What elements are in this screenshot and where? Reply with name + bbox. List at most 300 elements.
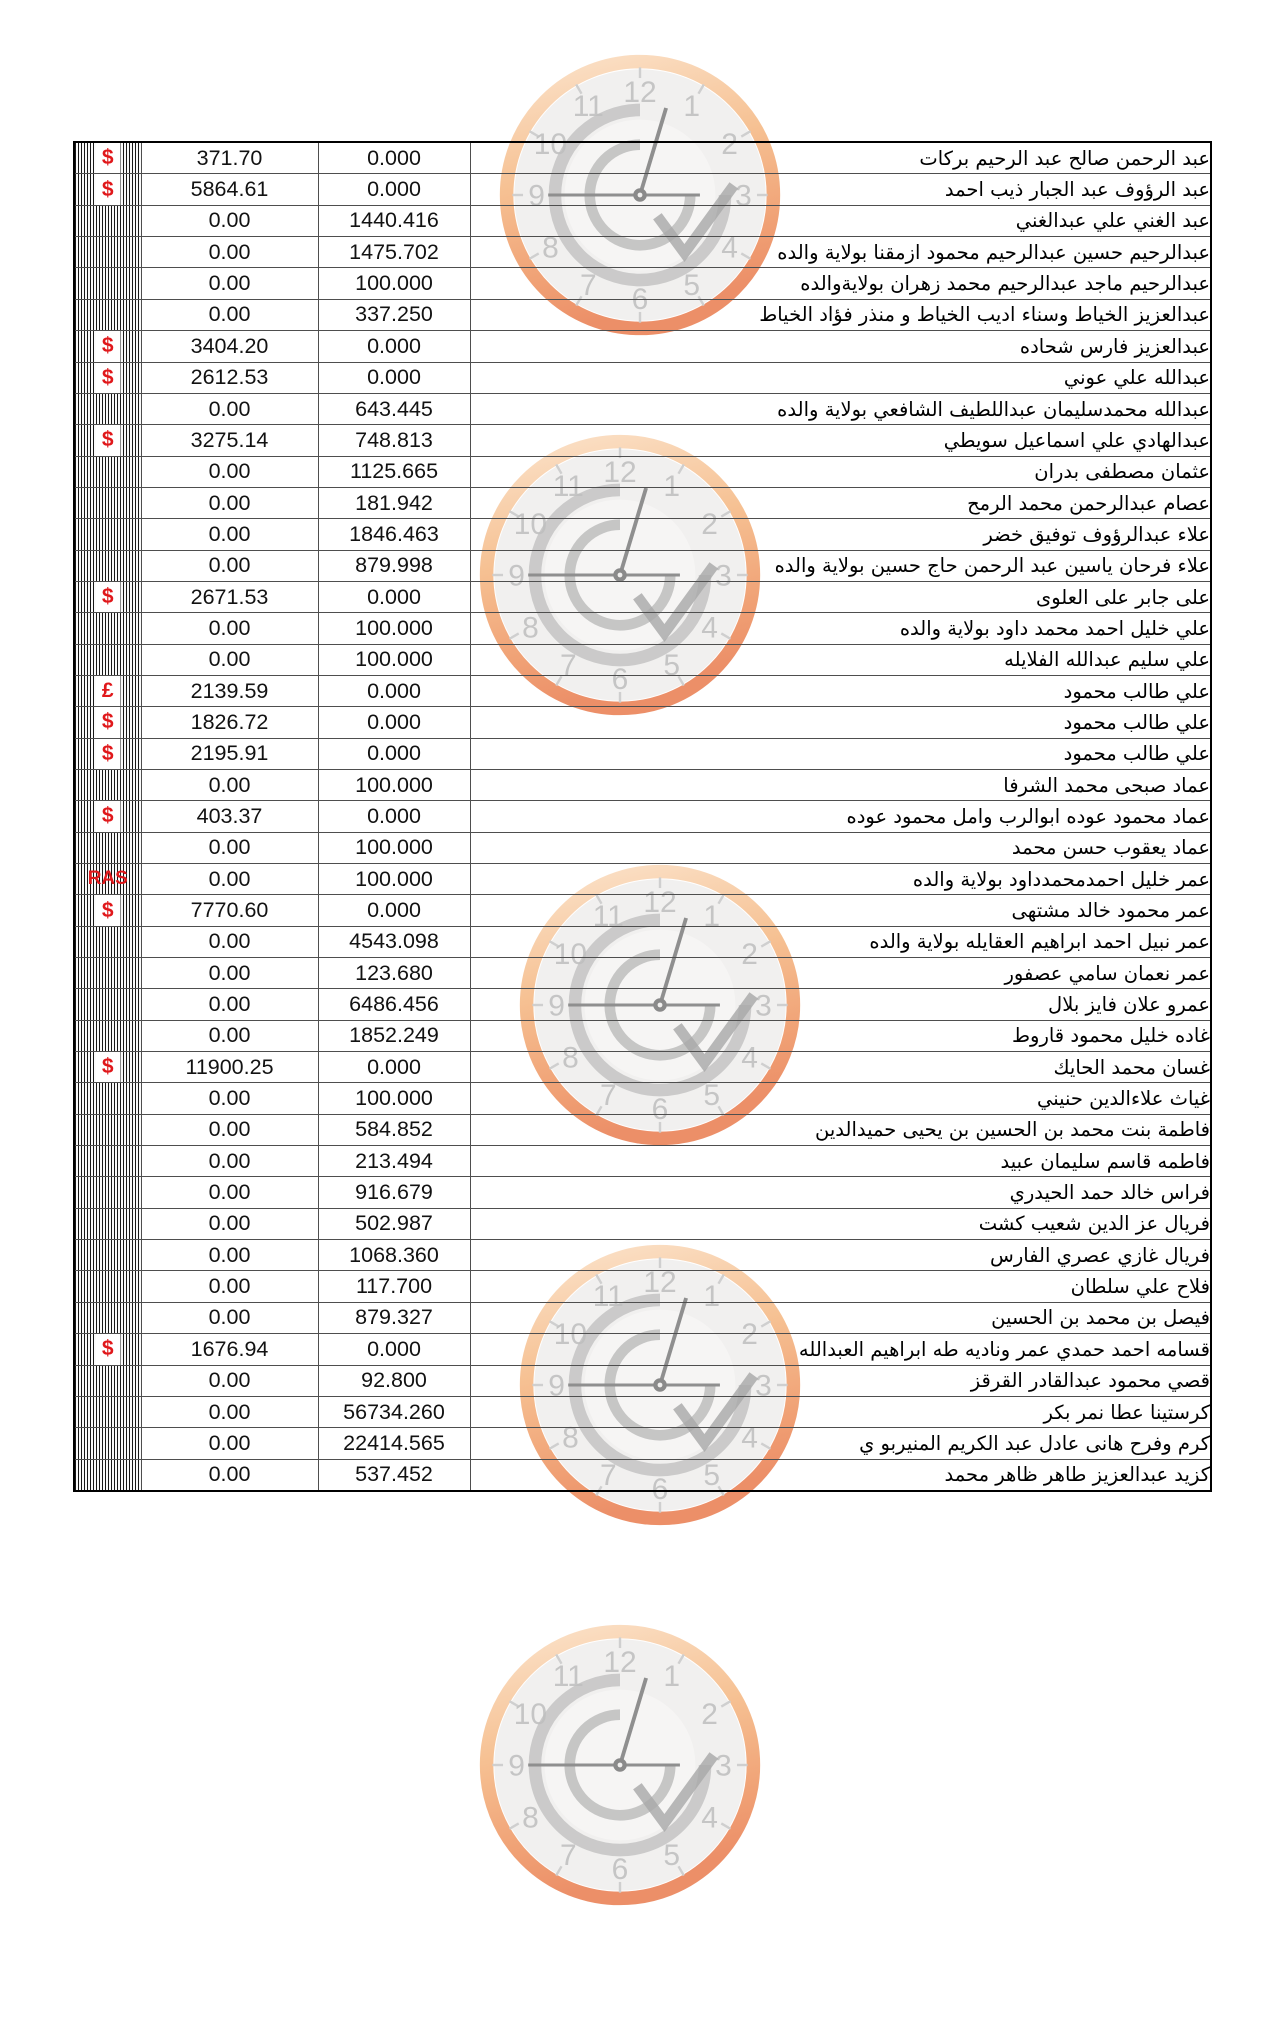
- svg-text:12: 12: [623, 76, 657, 110]
- amount-2-cell: 0.000: [318, 142, 470, 174]
- amount-1-cell: 3275.14: [141, 425, 318, 456]
- beneficiary-name-cell: عماد يعقوب حسن محمد: [470, 832, 1211, 863]
- currency-flag-cell: [74, 926, 141, 957]
- svg-text:8: 8: [542, 231, 559, 265]
- beneficiary-name-cell: عبدالعزيز الخياط وسناء اديب الخياط و منذر فؤاد الخياط: [470, 299, 1211, 330]
- amount-1-cell: 2612.53: [141, 362, 318, 393]
- svg-text:8: 8: [522, 1801, 539, 1835]
- table-row: [74, 1428, 1211, 1459]
- amount-2-cell: 22414.565: [318, 1428, 470, 1459]
- amount-2-cell: 0.000: [318, 1334, 470, 1365]
- amount-2-cell: 0.000: [318, 738, 470, 769]
- amount-1-cell: 0.00: [141, 1146, 318, 1177]
- amount-1-cell: 0.00: [141, 769, 318, 800]
- currency-flag-cell: [74, 1240, 141, 1271]
- table-row: [74, 205, 1211, 236]
- beneficiary-name-cell: عماد صبحى محمد الشرفا: [470, 769, 1211, 800]
- table-row: [74, 1459, 1211, 1491]
- amount-1-cell: 2195.91: [141, 738, 318, 769]
- table-row: [74, 832, 1211, 863]
- svg-text:6: 6: [651, 1093, 669, 1127]
- currency-flag-band: [86, 864, 130, 894]
- svg-text:1: 1: [683, 90, 701, 124]
- svg-text:2: 2: [701, 507, 718, 541]
- amount-2-cell: 0.000: [318, 174, 470, 205]
- amount-2-cell: 100.000: [318, 1083, 470, 1114]
- currency-flag-band: [95, 1052, 120, 1082]
- currency-flag-cell: [74, 425, 141, 456]
- currency-flag-band: [95, 895, 120, 925]
- currency-symbol: $: [101, 804, 114, 828]
- amount-1-cell: 0.00: [141, 456, 318, 487]
- amount-1-cell: 0.00: [141, 644, 318, 675]
- beneficiary-name-cell: عمر نعمان سامي عصفور: [470, 958, 1211, 989]
- amount-2-cell: 1852.249: [318, 1020, 470, 1051]
- svg-text:10: 10: [553, 937, 588, 971]
- currency-flag-band: [95, 739, 120, 769]
- currency-flag-cell: [74, 1271, 141, 1302]
- beneficiary-name-cell: فيصل بن محمد بن الحسين: [470, 1302, 1211, 1333]
- beneficiary-name-cell: علي طالب محمود: [470, 738, 1211, 769]
- amount-1-cell: 0.00: [141, 832, 318, 863]
- currency-flag-cell: [74, 895, 141, 926]
- table-row: [74, 644, 1211, 675]
- table-row: [74, 299, 1211, 330]
- beneficiary-name-cell: عبدالرحيم حسين عبدالرحيم محمود ازمقنا بولاية والده: [470, 237, 1211, 268]
- table-row: [74, 958, 1211, 989]
- svg-text:12: 12: [603, 456, 637, 490]
- table-row: [74, 1208, 1211, 1239]
- svg-text:9: 9: [548, 989, 565, 1023]
- beneficiary-name-cell: علي سليم عبدالله الفلايله: [470, 644, 1211, 675]
- currency-flag-cell: [74, 174, 141, 205]
- currency-flag-cell: [74, 1020, 141, 1051]
- beneficiary-name-cell: عبدالهادي علي اسماعيل سويطي: [470, 425, 1211, 456]
- beneficiary-name-cell: قسامه احمد حمدي عمر وناديه طه ابراهيم العبدالله: [470, 1334, 1211, 1365]
- table-row: [74, 769, 1211, 800]
- currency-symbol: $: [101, 1055, 114, 1079]
- currency-flag-cell: [74, 1428, 141, 1459]
- amount-1-cell: 5864.61: [141, 174, 318, 205]
- table-row: [74, 1240, 1211, 1271]
- currency-flag-cell: [74, 268, 141, 299]
- svg-text:11: 11: [572, 90, 604, 124]
- table-row: [74, 174, 1211, 205]
- table-row: [74, 1114, 1211, 1145]
- svg-text:1: 1: [703, 1280, 721, 1314]
- currency-flag-cell: [74, 456, 141, 487]
- currency-flag-cell: [74, 832, 141, 863]
- currency-flag-cell: [74, 1114, 141, 1145]
- svg-text:3: 3: [735, 179, 752, 213]
- currency-flag-cell: [74, 1396, 141, 1427]
- currency-symbol: $: [101, 365, 114, 389]
- table-row: [74, 550, 1211, 581]
- beneficiary-name-cell: فاطمة بنت محمد بن الحسين بن يحيى حميدالدين: [470, 1114, 1211, 1145]
- amount-1-cell: 0.00: [141, 550, 318, 581]
- amount-1-cell: 0.00: [141, 519, 318, 550]
- currency-flag-cell: [74, 769, 141, 800]
- amount-1-cell: 0.00: [141, 1459, 318, 1491]
- currency-flag-cell: [74, 331, 141, 362]
- beneficiary-name-cell: كزيد عبدالعزيز طاهر ظاهر محمد: [470, 1459, 1211, 1491]
- currency-flag-cell: [74, 1052, 141, 1083]
- table-row: [74, 268, 1211, 299]
- table-row: [74, 519, 1211, 550]
- svg-text:9: 9: [508, 559, 525, 593]
- beneficiary-name-cell: غياث علاءالدين حنيني: [470, 1083, 1211, 1114]
- svg-text:5: 5: [703, 1459, 721, 1493]
- beneficiary-name-cell: على جابر على العلوى: [470, 581, 1211, 612]
- beneficiary-name-cell: كرم وفرح هانى عادل عبد الكريم المنيربو ي: [470, 1428, 1211, 1459]
- svg-text:10: 10: [533, 127, 568, 161]
- table-row: [74, 989, 1211, 1020]
- svg-text:6: 6: [611, 1853, 629, 1887]
- amount-2-cell: 100.000: [318, 832, 470, 863]
- amount-1-cell: 0.00: [141, 205, 318, 236]
- table-row: [74, 487, 1211, 518]
- amount-2-cell: 1125.665: [318, 456, 470, 487]
- amount-2-cell: 181.942: [318, 487, 470, 518]
- amount-2-cell: 748.813: [318, 425, 470, 456]
- amount-2-cell: 643.445: [318, 393, 470, 424]
- amount-1-cell: 2671.53: [141, 581, 318, 612]
- beneficiary-name-cell: فلاح علي سلطان: [470, 1271, 1211, 1302]
- table-row: [74, 1365, 1211, 1396]
- currency-flag-band: [95, 331, 120, 361]
- svg-text:4: 4: [701, 611, 718, 645]
- svg-text:8: 8: [562, 1421, 579, 1455]
- svg-text:1: 1: [703, 900, 721, 934]
- amount-2-cell: 100.000: [318, 644, 470, 675]
- amount-1-cell: 403.37: [141, 801, 318, 832]
- table-row: [74, 456, 1211, 487]
- svg-text:4: 4: [741, 1421, 758, 1455]
- currency-symbol: $: [101, 177, 114, 201]
- beneficiary-name-cell: علي خليل احمد محمد داود بولاية والده: [470, 613, 1211, 644]
- currency-symbol: $: [101, 710, 114, 734]
- amount-2-cell: 1068.360: [318, 1240, 470, 1271]
- table-row: [74, 1177, 1211, 1208]
- amount-2-cell: 100.000: [318, 268, 470, 299]
- currency-flag-cell: [74, 707, 141, 738]
- currency-flag-band: [95, 174, 120, 204]
- svg-text:11: 11: [552, 470, 584, 504]
- amount-2-cell: 0.000: [318, 801, 470, 832]
- currency-flag-cell: [74, 519, 141, 550]
- currency-symbol: $: [101, 146, 114, 170]
- currency-flag-cell: [74, 1146, 141, 1177]
- svg-text:4: 4: [701, 1801, 718, 1835]
- currency-flag-band: [95, 1334, 120, 1364]
- amount-1-cell: 0.00: [141, 1020, 318, 1051]
- currency-symbol: $: [101, 1337, 114, 1361]
- currency-flag-cell: [74, 237, 141, 268]
- amount-2-cell: 1846.463: [318, 519, 470, 550]
- svg-text:1: 1: [663, 1660, 681, 1694]
- svg-text:10: 10: [513, 1697, 548, 1731]
- beneficiary-name-cell: فريال عز الدين شعيب كشت: [470, 1208, 1211, 1239]
- svg-text:9: 9: [508, 1749, 525, 1783]
- amount-1-cell: 0.00: [141, 958, 318, 989]
- currency-flag-cell: [74, 989, 141, 1020]
- svg-text:4: 4: [741, 1041, 758, 1075]
- table-row: [74, 926, 1211, 957]
- svg-text:11: 11: [592, 1280, 624, 1314]
- svg-text:1: 1: [663, 470, 681, 504]
- amount-1-cell: 0.00: [141, 299, 318, 330]
- table-row: [74, 393, 1211, 424]
- svg-text:9: 9: [528, 179, 545, 213]
- clock-center-dot: [618, 1763, 623, 1768]
- amount-1-cell: 7770.60: [141, 895, 318, 926]
- currency-flag-cell: [74, 644, 141, 675]
- svg-text:10: 10: [513, 507, 548, 541]
- currency-flag-cell: [74, 864, 141, 895]
- amount-1-cell: 371.70: [141, 142, 318, 174]
- beneficiary-name-cell: علاء فرحان ياسين عبد الرحمن حاج حسين بولاية والده: [470, 550, 1211, 581]
- beneficiary-name-cell: فراس خالد حمد الحيدري: [470, 1177, 1211, 1208]
- amount-1-cell: 0.00: [141, 487, 318, 518]
- amount-1-cell: 0.00: [141, 1365, 318, 1396]
- amount-1-cell: 0.00: [141, 1302, 318, 1333]
- svg-text:3: 3: [755, 1369, 772, 1403]
- currency-flag-cell: [74, 738, 141, 769]
- currency-flag-cell: [74, 393, 141, 424]
- amount-1-cell: 0.00: [141, 1428, 318, 1459]
- currency-flag-band: [95, 801, 120, 831]
- svg-text:12: 12: [643, 1266, 677, 1300]
- svg-text:5: 5: [663, 1839, 681, 1873]
- table-row: [74, 1302, 1211, 1333]
- table-row: [74, 1083, 1211, 1114]
- beneficiary-name-cell: عماد محمود عوده ابوالرب وامل محمود عوده: [470, 801, 1211, 832]
- amount-1-cell: 0.00: [141, 1271, 318, 1302]
- beneficiary-name-cell: قصي محمود عبدالقادر القرقز: [470, 1365, 1211, 1396]
- currency-flag-cell: [74, 299, 141, 330]
- amount-2-cell: 502.987: [318, 1208, 470, 1239]
- amount-2-cell: 0.000: [318, 362, 470, 393]
- amount-2-cell: 879.998: [318, 550, 470, 581]
- amount-2-cell: 213.494: [318, 1146, 470, 1177]
- beneficiary-name-cell: كرستينا عطا نمر بكر: [470, 1396, 1211, 1427]
- svg-text:12: 12: [603, 1646, 637, 1680]
- amount-1-cell: 0.00: [141, 237, 318, 268]
- currency-symbol: $: [101, 428, 114, 452]
- amount-2-cell: 123.680: [318, 958, 470, 989]
- currency-flag-cell: [74, 205, 141, 236]
- svg-text:5: 5: [703, 1079, 721, 1113]
- beneficiary-name-cell: فاطمه قاسم سليمان عبيد: [470, 1146, 1211, 1177]
- table-row: [74, 237, 1211, 268]
- currency-flag-cell: [74, 550, 141, 581]
- currency-symbol: $: [101, 898, 114, 922]
- currency-flag-band: [95, 425, 120, 455]
- amount-2-cell: 4543.098: [318, 926, 470, 957]
- amount-2-cell: 117.700: [318, 1271, 470, 1302]
- currency-flag-cell: [74, 1208, 141, 1239]
- amount-1-cell: 0.00: [141, 864, 318, 895]
- amount-2-cell: 0.000: [318, 1052, 470, 1083]
- amount-1-cell: 1826.72: [141, 707, 318, 738]
- svg-text:3: 3: [755, 989, 772, 1023]
- amount-2-cell: 0.000: [318, 895, 470, 926]
- svg-text:3: 3: [715, 1749, 732, 1783]
- beneficiaries-table: [73, 141, 1212, 1492]
- beneficiary-name-cell: عبدالعزيز فارس شحاده: [470, 331, 1211, 362]
- watermark-logo: [310, 1550, 970, 2020]
- amount-1-cell: 0.00: [141, 1208, 318, 1239]
- currency-flag-band: [95, 143, 120, 173]
- amount-1-cell: 1676.94: [141, 1334, 318, 1365]
- clock-watermark-icon: [475, 1620, 765, 1910]
- amount-2-cell: 916.679: [318, 1177, 470, 1208]
- currency-symbol: $: [101, 741, 114, 765]
- table-row: [74, 1396, 1211, 1427]
- table-row: [74, 864, 1211, 895]
- amount-2-cell: 100.000: [318, 864, 470, 895]
- beneficiary-name-cell: غسان محمد الحايك: [470, 1052, 1211, 1083]
- amount-1-cell: 0.00: [141, 1177, 318, 1208]
- beneficiary-name-cell: علي طالب محمود: [470, 675, 1211, 706]
- table-row: [74, 581, 1211, 612]
- table-row: [74, 1052, 1211, 1083]
- amount-1-cell: 3404.20: [141, 331, 318, 362]
- currency-flag-cell: [74, 362, 141, 393]
- svg-text:2: 2: [721, 127, 738, 161]
- amount-2-cell: 0.000: [318, 331, 470, 362]
- svg-text:5: 5: [663, 649, 681, 683]
- table-row: [74, 425, 1211, 456]
- currency-flag-cell: [74, 675, 141, 706]
- amount-2-cell: 6486.456: [318, 989, 470, 1020]
- beneficiary-name-cell: عبد الغني علي عبدالغني: [470, 205, 1211, 236]
- amount-1-cell: 0.00: [141, 926, 318, 957]
- currency-flag-cell: [74, 1083, 141, 1114]
- svg-text:12: 12: [643, 886, 677, 920]
- svg-text:7: 7: [559, 649, 577, 683]
- beneficiary-name-cell: عبدالرحيم ماجد عبدالرحيم محمد زهران بولايةوالده: [470, 268, 1211, 299]
- amount-2-cell: 56734.260: [318, 1396, 470, 1427]
- table-row: [74, 142, 1211, 174]
- table-row: [74, 331, 1211, 362]
- beneficiary-name-cell: عبدالله علي عوني: [470, 362, 1211, 393]
- currency-flag-cell: [74, 613, 141, 644]
- amount-1-cell: 0.00: [141, 1083, 318, 1114]
- currency-symbol: $: [101, 334, 114, 358]
- currency-flag-band: [95, 363, 120, 393]
- amount-1-cell: 2139.59: [141, 675, 318, 706]
- amount-2-cell: 0.000: [318, 581, 470, 612]
- amount-1-cell: 0.00: [141, 1240, 318, 1271]
- table-row: [74, 801, 1211, 832]
- svg-text:2: 2: [741, 1317, 758, 1351]
- svg-text:7: 7: [579, 269, 597, 303]
- amount-1-cell: 0.00: [141, 268, 318, 299]
- currency-flag-cell: [74, 1459, 141, 1491]
- svg-text:5: 5: [683, 269, 701, 303]
- svg-text:8: 8: [562, 1041, 579, 1075]
- table-row: [74, 1146, 1211, 1177]
- svg-text:7: 7: [559, 1839, 577, 1873]
- svg-text:2: 2: [741, 937, 758, 971]
- table-row: [74, 1020, 1211, 1051]
- beneficiary-name-cell: علاء عبدالرؤوف توفيق خضر: [470, 519, 1211, 550]
- currency-flag-cell: [74, 958, 141, 989]
- amount-2-cell: 337.250: [318, 299, 470, 330]
- currency-flag-cell: [74, 1365, 141, 1396]
- amount-1-cell: 0.00: [141, 613, 318, 644]
- svg-text:7: 7: [599, 1079, 617, 1113]
- table-row: [74, 1271, 1211, 1302]
- amount-2-cell: 100.000: [318, 769, 470, 800]
- amount-2-cell: 1440.416: [318, 205, 470, 236]
- amount-2-cell: 0.000: [318, 675, 470, 706]
- svg-text:10: 10: [553, 1317, 588, 1351]
- svg-text:11: 11: [552, 1660, 584, 1694]
- beneficiary-name-cell: عمر محمود خالد مشتهى: [470, 895, 1211, 926]
- amount-1-cell: 11900.25: [141, 1052, 318, 1083]
- svg-text:7: 7: [599, 1459, 617, 1493]
- beneficiary-name-cell: فريال غازي عصري الفارس: [470, 1240, 1211, 1271]
- amount-1-cell: 0.00: [141, 1396, 318, 1427]
- amount-1-cell: 0.00: [141, 1114, 318, 1145]
- table-row: [74, 1334, 1211, 1365]
- currency-flag-band: [95, 707, 120, 737]
- currency-flag-cell: [74, 1334, 141, 1365]
- table-row: [74, 738, 1211, 769]
- table-row: [74, 362, 1211, 393]
- currency-symbol: £: [101, 679, 114, 703]
- currency-flag-band: [95, 676, 120, 706]
- beneficiary-name-cell: عبد الرحمن صالح عبد الرحيم بركات: [470, 142, 1211, 174]
- beneficiary-name-cell: علي طالب محمود: [470, 707, 1211, 738]
- beneficiary-name-cell: غاده خليل محمود قاروط: [470, 1020, 1211, 1051]
- svg-text:8: 8: [522, 611, 539, 645]
- amount-2-cell: 584.852: [318, 1114, 470, 1145]
- amount-2-cell: 100.000: [318, 613, 470, 644]
- table-row: [74, 675, 1211, 706]
- beneficiary-name-cell: عصام عبدالرحمن محمد الرمح: [470, 487, 1211, 518]
- svg-text:3: 3: [715, 559, 732, 593]
- amount-1-cell: 0.00: [141, 989, 318, 1020]
- currency-symbol: RAS: [87, 868, 128, 890]
- beneficiary-name-cell: عمرو علان فايز بلال: [470, 989, 1211, 1020]
- svg-text:9: 9: [548, 1369, 565, 1403]
- currency-flag-cell: [74, 1177, 141, 1208]
- amount-2-cell: 0.000: [318, 707, 470, 738]
- currency-flag-cell: [74, 142, 141, 174]
- amount-2-cell: 92.800: [318, 1365, 470, 1396]
- amount-2-cell: 879.327: [318, 1302, 470, 1333]
- amount-2-cell: 537.452: [318, 1459, 470, 1491]
- currency-symbol: $: [101, 585, 114, 609]
- beneficiary-name-cell: عمر نبيل احمد ابراهيم العقايله بولاية والده: [470, 926, 1211, 957]
- svg-text:4: 4: [721, 231, 738, 265]
- svg-text:2: 2: [701, 1697, 718, 1731]
- amount-2-cell: 1475.702: [318, 237, 470, 268]
- beneficiary-name-cell: عبد الرؤوف عبد الجبار ذيب احمد: [470, 174, 1211, 205]
- amount-1-cell: 0.00: [141, 393, 318, 424]
- svg-text:6: 6: [631, 283, 649, 317]
- table-row: [74, 613, 1211, 644]
- currency-flag-band: [95, 582, 120, 612]
- table-row: [74, 707, 1211, 738]
- currency-flag-cell: [74, 1302, 141, 1333]
- beneficiary-name-cell: عبدالله محمدسليمان عبداللطيف الشافعي بولاية والده: [470, 393, 1211, 424]
- svg-text:11: 11: [592, 900, 624, 934]
- currency-flag-cell: [74, 801, 141, 832]
